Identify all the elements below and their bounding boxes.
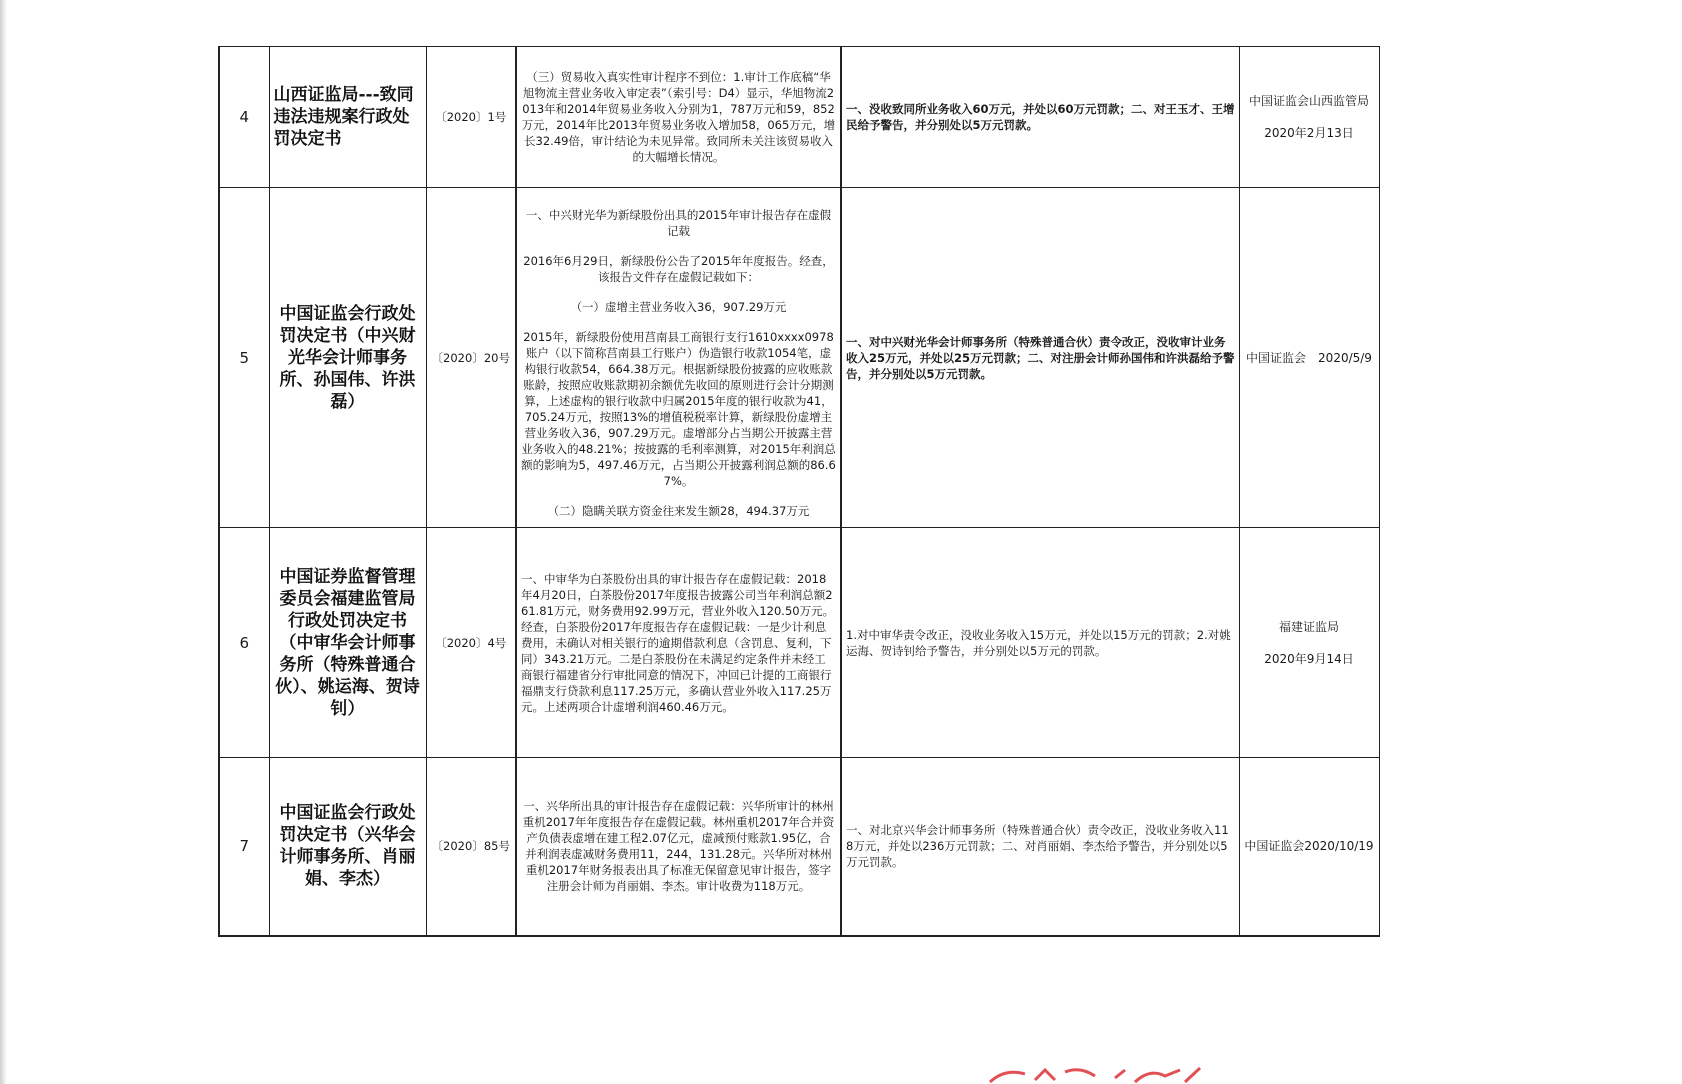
case-title: 山西证监局---致同违法违规案行政处罚决定书 bbox=[269, 47, 426, 188]
issuing-authority bbox=[1239, 47, 1379, 188]
authority-name: 中国证监会2020/10/19 bbox=[1244, 839, 1374, 854]
fact-paragraph: 2016年6月29日，新绿股份公告了2015年年度报告。经查，该报告文件存在虚假记载如下： bbox=[523, 253, 834, 284]
penalty-table bbox=[218, 46, 1380, 937]
penalty-decision: 1.对中审华责令改正，没收业务收入15万元，并处以15万元的罚款；2.对姚运海、贺诗钊给予警告，并分别处以5万元的罚款。 bbox=[841, 528, 1239, 758]
authority-name: 中国证监会山西监管局 bbox=[1248, 94, 1369, 108]
violation-facts bbox=[516, 528, 841, 758]
violation-facts bbox=[516, 758, 841, 936]
case-title: 中国证监会行政处罚决定书（兴华会计师事务所、肖丽娟、李杰） bbox=[269, 758, 426, 936]
fact-paragraph: （二）隐瞒关联方资金往来发生额28，494.37万元 bbox=[547, 503, 810, 518]
authority-name: 福建证监局 bbox=[1278, 619, 1339, 634]
decision-date: 2020年2月13日 bbox=[1264, 126, 1354, 140]
issuing-authority bbox=[1239, 188, 1379, 528]
penalty-decision: 一、对中兴财光华会计师事务所（特殊普通合伙）责令改正，没收审计业务收入25万元，并处以25万元罚款；二、对注册会计师孙国伟和许洪磊给予警告，并分别处以5万元罚款。 bbox=[841, 188, 1239, 528]
table-row bbox=[219, 528, 1379, 758]
table-row bbox=[219, 758, 1379, 936]
document-number: 〔2020〕1号 bbox=[426, 47, 516, 188]
fact-paragraph: （一）虚增主营业务收入36，907.29万元 bbox=[570, 299, 787, 314]
issuing-authority bbox=[1239, 528, 1379, 758]
authority-name: 中国证监会 2020/5/9 bbox=[1246, 350, 1372, 365]
violation-facts bbox=[516, 188, 841, 528]
fact-paragraph: 2015年，新绿股份使用莒南县工商银行支行1610xxxx0978账户（以下简称莒南县工行账户）伪造银行收款1054笔，虚构银行收款54，664.38万元。根据新绿股份披露的应收账款账龄，按照应收账款期初余额优先收回的原则进行会计分期测算，上述虚构的银行收款中归属2015年度的银行收款为41，705.24万元，按照13%的增值税税率计算，新绿股份虚增主营业务收入36，907.29万元。虚增部分占当期公开披露主营业务收入的48.21%；按披露的毛利率测算，对2015年利润总额的影响为5，497.46万元，占当期公开披露利润总额的86.67%。 bbox=[521, 329, 836, 488]
fact-paragraph: （三）贸易收入真实性审计程序不到位：1.审计工作底稿“华旭物流主营业务收入审定表”（索引号：D4）显示，华旭物流2013年和2014年贸易业务收入分别为1，787万元和59，852万元，2014年比2013年贸易业务收入增加58，065万元，增长32.49倍，审计结论为未见异常。致同所未关注该贸易收入的大幅增长情况。 bbox=[521, 70, 836, 164]
table-row bbox=[219, 47, 1379, 188]
fact-paragraph: 一、兴华所出具的审计报告存在虚假记载：兴华所审计的林州重机2017年年度报告存在虚假记载。林州重机2017年合并资产负债表虚增在建工程2.07亿元，虚减预付账款1.95亿，合并利润表虚减财务费用11，244，131.28元。兴华所对林州重机2017年财务报表出具了标准无保留意见审计报告，签字注册会计师为肖丽娟、李杰。审计收费为118万元。 bbox=[522, 799, 835, 894]
red-seal-fragment bbox=[985, 1064, 1215, 1084]
document-number: 〔2020〕85号 bbox=[426, 758, 516, 936]
document-number: 〔2020〕4号 bbox=[426, 528, 516, 758]
issuing-authority bbox=[1239, 758, 1379, 936]
table-row bbox=[219, 188, 1379, 528]
fact-paragraph: 一、中审华为白茶股份出具的审计报告存在虚假记载：2018年4月20日，白茶股份2017年度报告披露公司当年利润总额261.81万元，财务费用92.99万元，营业外收入120.50万元。经查，白茶股份2017年度报告存在虚假记载：一是少计利息费用，未确认对相关银行的逾期借款利息（含罚息、复利，下同）343.21万元。二是白茶股份在未满足约定条件并未经工商银行福建省分行审批同意的情况下，冲回已计提的工商银行福鼎支行贷款利息117.25万元，多确认营业外收入117.25万元。上述两项合计虚增利润460.46万元。 bbox=[521, 571, 835, 714]
penalty-decision: 一、没收致同所业务收入60万元，并处以60万元罚款；二、对王玉才、王增民给予警告，并分别处以5万元罚款。 bbox=[841, 47, 1239, 188]
page-edge-shadow bbox=[0, 0, 7, 1084]
row-number: 7 bbox=[219, 758, 269, 936]
case-title: 中国证监会行政处罚决定书（中兴财光华会计师事务所、孙国伟、许洪磊） bbox=[269, 188, 426, 528]
violation-facts bbox=[516, 47, 841, 188]
penalty-decision: 一、对北京兴华会计师事务所（特殊普通合伙）责令改正，没收业务收入118万元，并处以236万元罚款；二、对肖丽娟、李杰给予警告，并分别处以5万元罚款。 bbox=[841, 758, 1239, 936]
case-title: 中国证券监督管理委员会福建监管局行政处罚决定书（中审华会计师事务所（特殊普通合伙）、姚运海、贺诗钊） bbox=[269, 528, 426, 758]
decision-date: 2020年9月14日 bbox=[1264, 651, 1354, 666]
row-number: 6 bbox=[219, 528, 269, 758]
fact-paragraph: 一、中兴财光华为新绿股份出具的2015年审计报告存在虚假记载 bbox=[525, 207, 832, 238]
row-number: 5 bbox=[219, 188, 269, 528]
row-number: 4 bbox=[219, 47, 269, 188]
document-number: 〔2020〕20号 bbox=[426, 188, 516, 528]
